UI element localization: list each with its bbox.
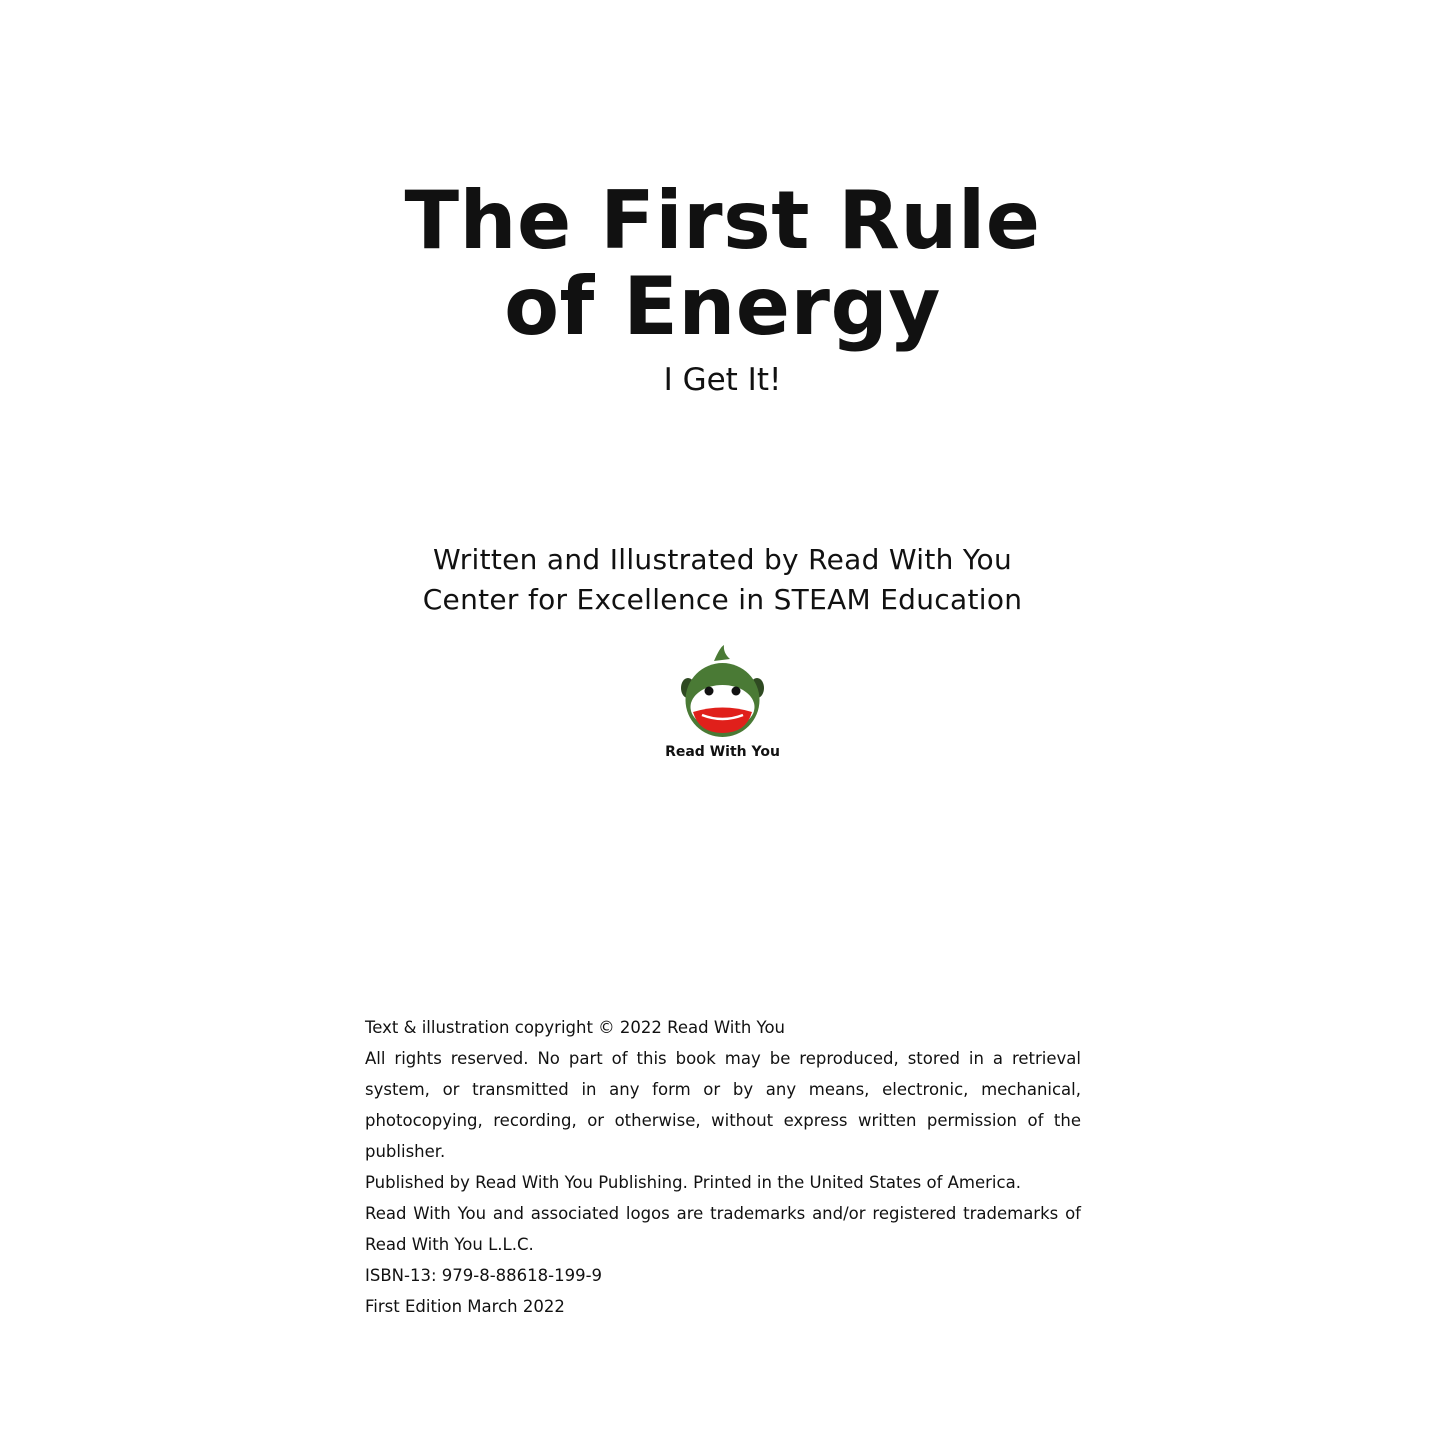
book-subtitle: I Get It! (663, 362, 782, 398)
logo-label: Read With You (665, 744, 780, 760)
copyright-notice (365, 1012, 1081, 1322)
isbn-line: ISBN-13: 979-8-88618-199-9 (365, 1266, 603, 1285)
trademark-line: Read With You and associated logos are trademarks and/or registered trademarks of Read With You L.L.C. (365, 1204, 1081, 1254)
sock-monkey-icon (680, 645, 765, 740)
copyright-line: Text & illustration copyright © 2022 Read With You (365, 1018, 786, 1037)
edition-line: First Edition March 2022 (365, 1297, 565, 1316)
rights-reserved-text: All rights reserved. No part of this book may be reproduced, stored in a retrieval system, or transmitted in any form or by any means, electronic, mechanical, photocopying, recording, or otherwise, without express written permission of the publisher. (365, 1049, 1081, 1161)
book-title-line-1: The First Rule (404, 174, 1041, 267)
publisher-logo (640, 640, 805, 770)
author-credit-line-2: Center for Excellence in STEAM Education (422, 583, 1023, 616)
author-credits (0, 540, 1445, 620)
publisher-line: Published by Read With You Publishing. Printed in the United States of America. (365, 1173, 1021, 1192)
book-title-line-2: of Energy (504, 260, 941, 353)
author-credit-line-1: Written and Illustrated by Read With You (432, 543, 1013, 576)
book-title (0, 174, 1445, 353)
